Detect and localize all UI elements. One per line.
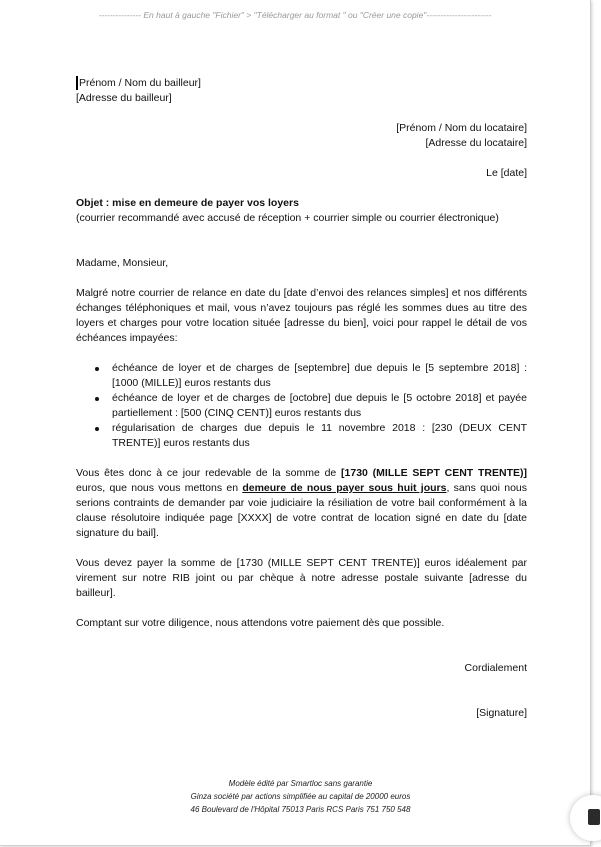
recipient-name[interactable]: [Prénom / Nom du locataire] (396, 122, 527, 134)
list-item-text: échéance de loyer et de charges de [octobre] due depuis le [5 octobre 2018] et payée partiellement : [500 (CINQ CENT)] euros restants dus (112, 392, 527, 419)
instruction-hint: --------------- En haut à gauche "Fichier" > "Télécharger au format " ou "Créer une copie"----------------------- (98, 10, 492, 20)
recipient-address[interactable]: [Adresse du locataire] (425, 137, 527, 149)
bullet-icon (95, 367, 99, 371)
footer-line-3: 46 Boulevard de l'Hôpital 75013 Paris RCS Paris 751 750 548 (190, 805, 411, 814)
bullet-icon (95, 397, 99, 401)
closing[interactable]: Cordialement (464, 662, 527, 674)
paragraph-diligence[interactable]: Comptant sur votre diligence, nous attendons votre paiement dès que possible. (76, 617, 445, 629)
chat-icon (588, 809, 600, 825)
sender-name[interactable]: Prénom / Nom du bailleur] (79, 77, 201, 89)
list-item[interactable] (76, 421, 527, 451)
list-item[interactable] (76, 361, 527, 391)
list-item-text: échéance de loyer et de charges de [septembre] due depuis le [5 septembre 2018] : [1000 (MILLE)] euros restants dus (112, 362, 527, 389)
list-item-text: régularisation de charges due depuis le 11 novembre 2018 : [230 (DEUX CENT TRENTE)] euros restants dus (112, 422, 527, 449)
footer-line-2: Ginza société par actions simplifiée au capital de 20000 euros (190, 792, 411, 801)
paragraph-payment[interactable]: Vous devez payer la somme de [1730 (MILLE SEPT CENT TRENTE)] euros idéalement par virement sur notre RIB joint ou par chèque à notre adresse postale suivante [adresse du bailleur]. (76, 557, 527, 599)
amount-mid: euros, que nous vous mettons en (76, 482, 243, 494)
subject-title[interactable]: Objet : mise en demeure de payer vos loyers (76, 197, 299, 209)
payment-deadline: demeure de nous payer sous huit jours (242, 482, 447, 494)
paragraph-amount-due[interactable] (76, 466, 527, 541)
greeting[interactable]: Madame, Monsieur, (76, 257, 169, 269)
subject-note[interactable]: (courrier recommandé avec accusé de réception + courrier simple ou courrier électronique) (76, 212, 499, 224)
sender-address[interactable]: [Adresse du bailleur] (76, 92, 172, 104)
signature-placeholder[interactable]: [Signature] (476, 707, 527, 719)
date-line[interactable]: Le [date] (486, 167, 527, 179)
text-cursor (76, 76, 78, 90)
amount-rest: , sans quoi nous serions contraints de demander par voie judiciaire la résiliation de votre bail conformément à la clause résolutoire indiquée page [XXXX] de votre contrat de location signé en date du [date signature du bail]. (76, 482, 528, 539)
bullet-icon (95, 427, 99, 431)
footer-line-1: Modèle édité par Smartloc sans garantie (228, 779, 373, 788)
amount-intro: Vous êtes donc à ce jour redevable de la somme de (76, 467, 342, 479)
amount-total: [1730 (MILLE SEPT CENT TRENTE)] (341, 467, 527, 479)
unpaid-list (76, 361, 527, 451)
paragraph-reminder[interactable]: Malgré notre courrier de relance en date du [date d’envoi des relances simples] et nos différents échanges téléphoniques et mail, vous n’avez toujours pas réglé les sommes dues au titre des loyers et charges pour votre location située [adresse du bien], voici pour rappel le détail de vos échéances impayées: (76, 287, 527, 344)
list-item[interactable] (76, 391, 527, 421)
